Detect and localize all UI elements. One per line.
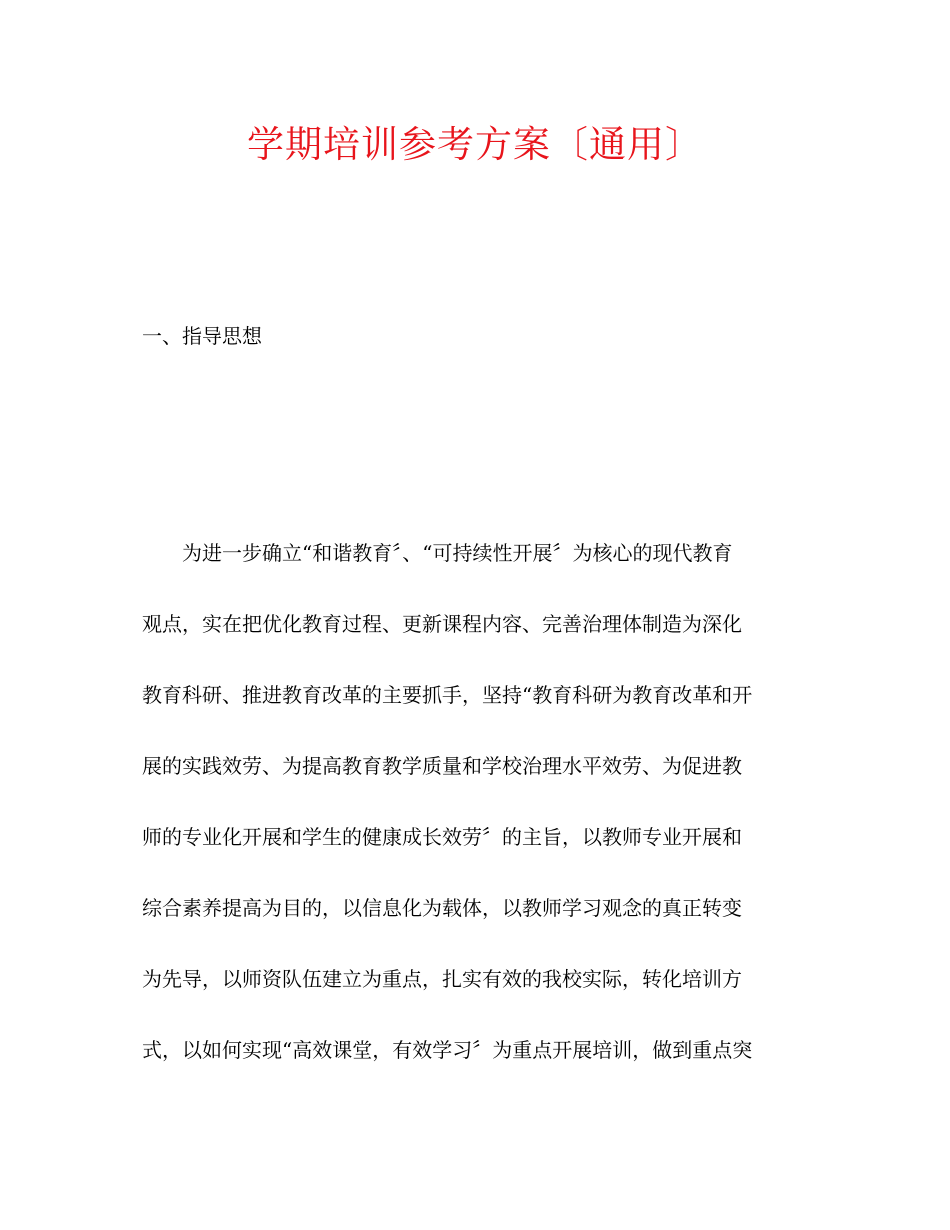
paragraph-line: 为进一步确立“和谐教育〞、“可持续性开展〞为核心的现代教育 (182, 541, 733, 565)
document-title: 学期培训参考方案〔通用〕 (247, 123, 703, 166)
paragraph-line: 综合素养提高为目的，以信息化为载体，以教师学习观念的真正转变 (142, 896, 742, 920)
paragraph-line: 教育科研、推进教育改革的主要抓手，坚持“教育科研为教育改革和开 (142, 683, 753, 707)
paragraph-line: 为先导，以师资队伍建立为重点，扎实有效的我校实际，转化培训方 (142, 967, 742, 991)
body-paragraph (142, 538, 822, 1106)
paragraph-line: 师的专业化开展和学生的健康成长效劳〞的主旨，以教师专业开展和 (142, 825, 742, 849)
paragraph-line: 式，以如何实现“高效课堂，有效学习〞为重点开展培训，做到重点突 (142, 1038, 753, 1062)
paragraph-line: 展的实践效劳、为提高教育教学质量和学校治理水平效劳、为促进教 (142, 754, 742, 778)
paragraph-line: 观点，实在把优化教育过程、更新课程内容、完善治理体制造为深化 (142, 612, 742, 636)
section-heading: 一、指导思想 (142, 324, 262, 348)
